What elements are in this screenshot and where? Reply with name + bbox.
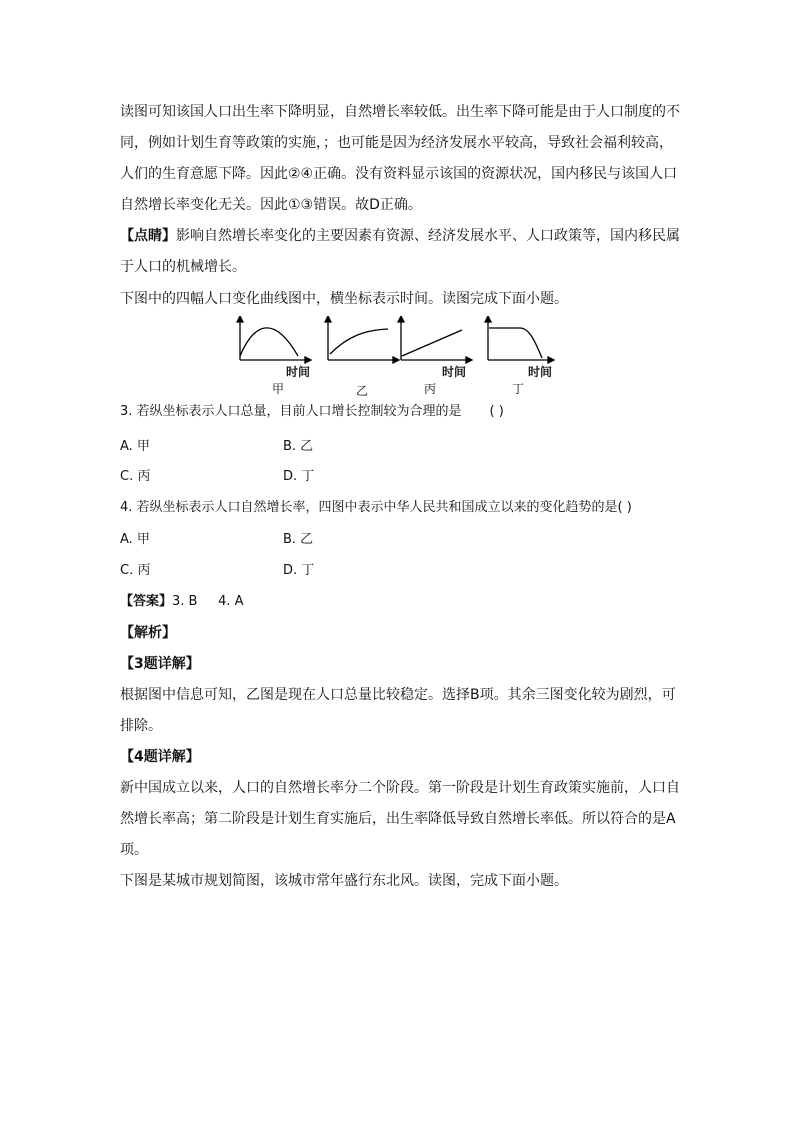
q3-blank: ( ) [489,404,504,419]
comment-line-1 [120,226,680,246]
panel-ding-curve [489,328,542,358]
answer-text: 3. B 4. A [172,594,244,609]
q4-option-c: C. 丙 [120,563,151,578]
population-curves-figure [230,316,560,396]
q4-option-d: D. 丁 [283,563,315,578]
q4-detail-line-1: 新中国成立以来，人口的自然增长率分二个阶段。第一阶段是计划生育政策实施前，人口自 [120,780,680,796]
panel-yi-curve [330,329,388,354]
q4-option-b: B. 乙 [283,532,314,547]
panel-ding-label: 丁 [512,382,525,396]
panel-bing [398,316,472,363]
comment-line-2: 于人口的机械增长。 [120,259,246,275]
q3-option-c: C. 丙 [120,469,151,484]
q4-detail-line-3: 项。 [120,842,148,858]
panel-ding [485,316,554,363]
analysis-text-line-2: 同，例如计划生育等政策的实施，；也可能是因为经济发展水平较高，导致社会福利较高， [120,135,673,151]
q3-stem: 3. 若纵坐标表示人口总量，目前人口增长控制较为合理的是 [120,404,462,419]
panel-jia [237,316,311,363]
analysis-text-line-1: 读图可知该国人口出生率下降明显，自然增长率较低。出生率下降可能是由于人口制度的不 [120,104,680,120]
panel-bing-x-arrow [466,357,472,363]
panel-yi-x-arrow [393,357,399,363]
next-figure-intro: 下图是某城市规划简图，该城市常年盛行东北风。读图，完成下面小题。 [120,873,568,889]
analysis-text-line-3: 人们的生育意愿下降。因此②④正确。没有资料显示该国的资源状况，国内移民与该国人口 [120,166,678,182]
comment-text-1: 影响自然增长率变化的主要因素有资源、经济发展水平、人口政策等，国内移民属 [176,228,680,244]
panel-bing-label: 丙 [424,382,437,396]
panel-yi-label: 乙 [356,384,369,398]
panel-jia-curve [240,328,298,356]
q3-option-d: D. 丁 [283,469,315,484]
panel-bing-y-arrow [398,316,404,322]
panel-bing-curve [402,330,462,356]
answer-line [120,592,244,612]
panel-yi [325,316,399,363]
q3-option-a: A. 甲 [120,439,150,454]
panel-jia-x-label: 时间 [286,365,311,379]
q3-detail-tag: 【3题详解】 [120,656,200,672]
analysis-tag: 【解析】 [120,625,176,641]
panel-jia-y-arrow [237,316,243,322]
panel-ding-y-arrow [485,316,491,322]
comment-tag: 【点睛】 [120,228,176,244]
answer-tag: 【答案】 [120,594,173,609]
panel-bing-x-label: 时间 [442,365,467,379]
analysis-text-line-4: 自然增长率变化无关。因此①③错误。故D正确。 [120,197,422,213]
q3-stem-line [120,402,504,422]
q4-detail-line-2: 然增长率高；第二阶段是计划生育实施后，出生率降低导致自然增长率低。所以符合的是A [120,811,676,827]
q4-option-a: A. 甲 [120,532,150,547]
q4-stem: 4. 若纵坐标表示人口自然增长率，四图中表示中华人民共和国成立以来的变化趋势的是( ) [120,500,632,515]
panel-ding-x-label: 时间 [528,365,553,379]
panel-jia-label: 甲 [272,382,285,396]
q4-detail-tag: 【4题详解】 [120,749,200,765]
q3-detail-line-1: 根据图中信息可知，乙图是现在人口总量比较稳定。选择B项。其余三图变化较为剧烈，可 [120,687,676,703]
panel-yi-y-arrow [325,316,331,322]
figure-intro: 下图中的四幅人口变化曲线图中，横坐标表示时间。读图完成下面小题。 [120,291,568,307]
q3-detail-line-2: 排除。 [120,718,162,734]
q3-option-b: B. 乙 [283,439,314,454]
